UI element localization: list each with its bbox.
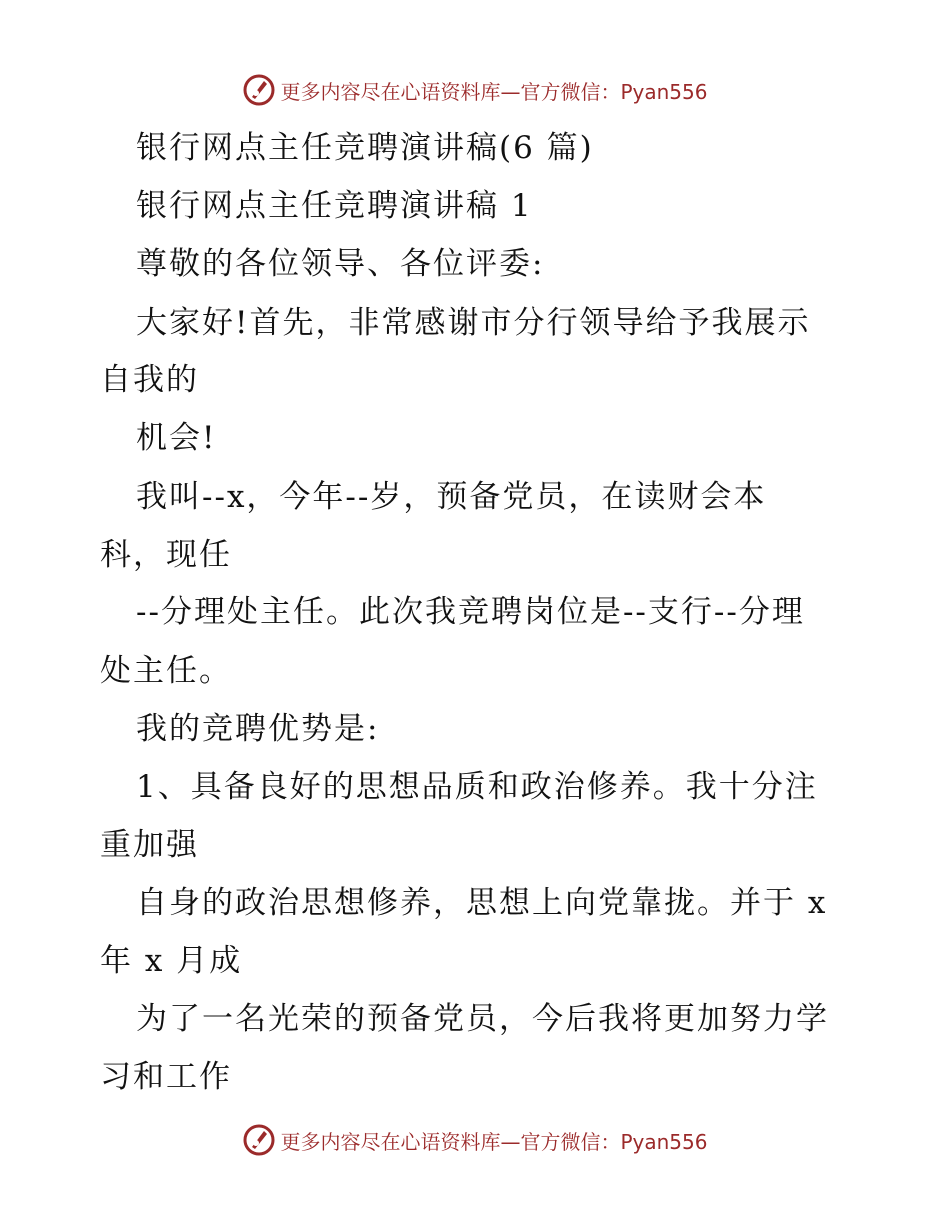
section-heading: 银行网点主任竞聘演讲稿 1 bbox=[136, 188, 533, 224]
paragraph-line: 习和工作 bbox=[100, 1059, 232, 1095]
paragraph-line: --分理处主任。此次我竞聘岗位是--支行--分理 bbox=[136, 594, 805, 630]
paragraph-line: 大家好!首先，非常感谢市分行领导给予我展示 bbox=[136, 305, 811, 341]
header-banner-text: 更多内容尽在心语资料库—官方微信：Pyan556 bbox=[280, 79, 708, 104]
paragraph-line: 1、具备良好的思想品质和政治修养。我十分注 bbox=[136, 769, 818, 805]
paragraph-line: 自身的政治思想修养，思想上向党靠拢。并于 x bbox=[136, 885, 828, 921]
paragraph-line: 为了一名光荣的预备党员，今后我将更加努力学 bbox=[136, 1001, 829, 1037]
paragraph-line: 科，现任 bbox=[100, 537, 232, 573]
paragraph-line: 自我的 bbox=[100, 362, 199, 398]
footer-banner bbox=[0, 1120, 950, 1160]
paragraph-line: 我叫--x，今年--岁，预备党员，在读财会本 bbox=[136, 479, 767, 515]
paragraph-line: 年 x 月成 bbox=[100, 943, 243, 979]
paragraph-line: 机会! bbox=[136, 420, 217, 456]
paragraph-line: 处主任。 bbox=[100, 653, 232, 689]
paragraph-line: 重加强 bbox=[100, 827, 199, 863]
document-title: 银行网点主任竞聘演讲稿(6 篇) bbox=[136, 130, 594, 166]
footer-banner-text: 更多内容尽在心语资料库—官方微信：Pyan556 bbox=[280, 1129, 708, 1154]
seal-logo-icon bbox=[242, 73, 276, 107]
paragraph-line: 我的竞聘优势是: bbox=[136, 711, 380, 747]
salutation: 尊敬的各位领导、各位评委: bbox=[136, 246, 545, 282]
seal-logo-icon bbox=[242, 1123, 276, 1157]
header-banner bbox=[0, 70, 950, 110]
